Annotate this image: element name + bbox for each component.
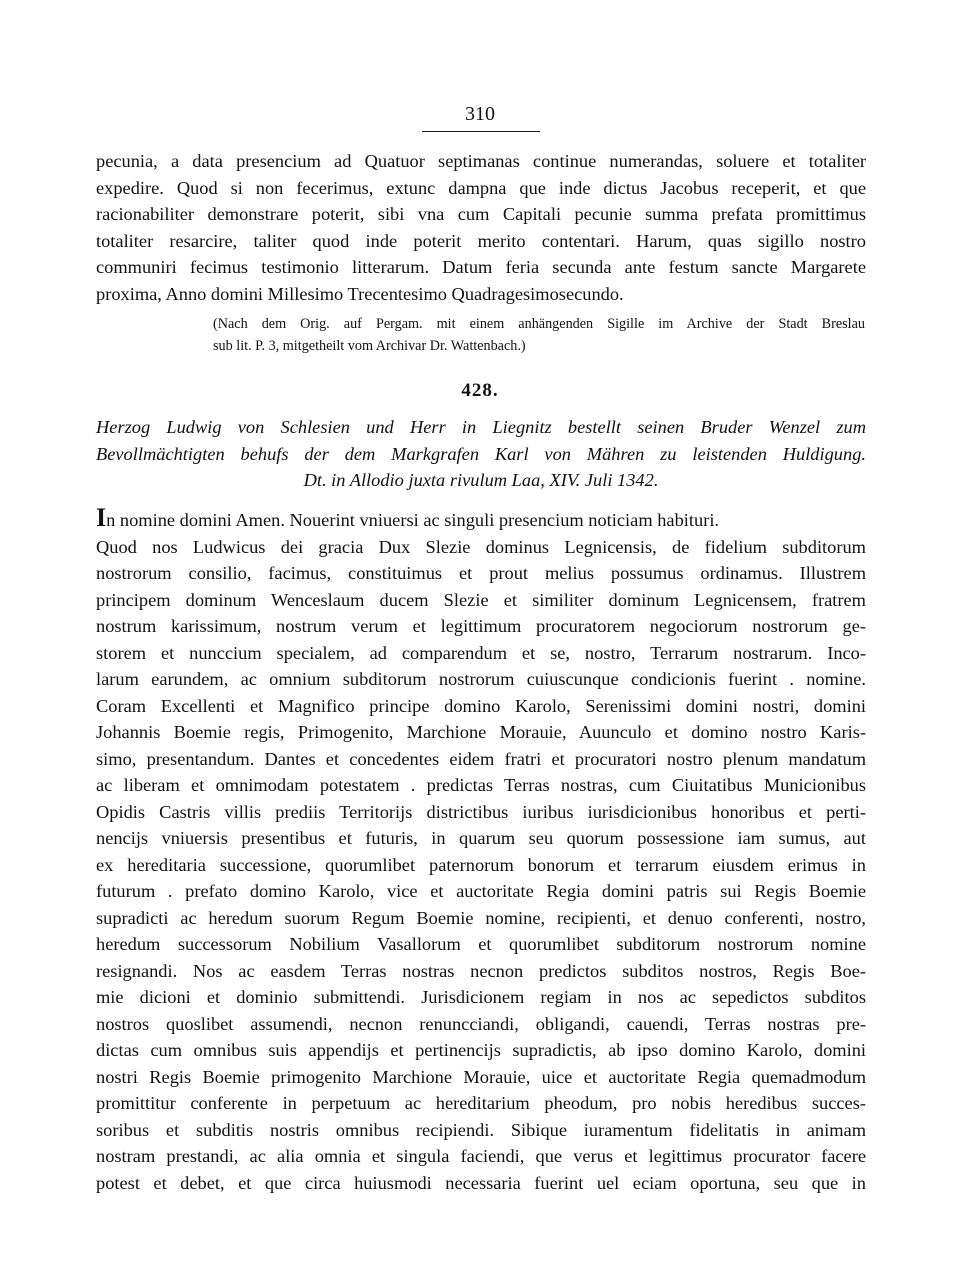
charter-first-line	[96, 507, 866, 534]
text-line: potest et debet, et que circa huiusmodi necessaria fuerint uel eciam oportuna, seu que in	[96, 1172, 866, 1193]
regest-date-line: Dt. in Allodio juxta rivulum Laa, XIV. Juli 1342.	[303, 470, 659, 490]
header-rule	[422, 131, 540, 132]
text-line: promittitur conferente in perpetuum ac hereditarium pheodum, pro nobis heredibus succes-	[96, 1093, 866, 1113]
text-line: nostrum karissimum, nostrum verum et legittimum procuratorem negociorum nostrorum ge-	[96, 616, 866, 636]
charter-text	[96, 507, 866, 1196]
text-line: nencijs vniuersis presentibus et futuris, in quarum seu quorum possessione iam sumus, aut	[96, 828, 866, 848]
text-line: supradicti ac heredum suorum Regum Boemie nomine, recipienti, et denuo conferenti, nostro,	[96, 907, 866, 928]
text-line: Opidis Castris villis prediis Territorijs districtibus iuribus iurisdicionibus honoribus et perti-	[96, 801, 866, 822]
text-line: proxima, Anno domini Millesimo Trecentesimo Quadragesimosecundo.	[96, 283, 624, 304]
document-regest	[96, 414, 866, 494]
page-number: 310	[465, 103, 495, 125]
text-line: simo, presentandum. Dantes et concedentes eidem fratri et procuratori nostro plenum mandatum	[96, 748, 866, 769]
regest-line: Herzog Ludwig von Schlesien und Herr in Liegnitz bestellt seinen Bruder Wenzel zum	[96, 417, 866, 437]
text-line: totaliter resarcire, taliter quod inde poterit merito contentari. Harum, quas sigillo nostro	[96, 230, 866, 251]
text-line: Quod nos Ludwicus dei gracia Dux Slezie dominus Legnicensis, de fidelium subditorum	[96, 536, 866, 557]
text-line: heredum successorum Nobilium Vasallorum et quorumlibet subditorum nostrorum nomine	[96, 934, 866, 954]
text-line: storem et nunccium specialem, ad comparendum et se, nostro, Terrarum nostrarum. Inco-	[96, 642, 866, 663]
text-line: communiri fecimus testimonio litterarum. Datum feria secunda ante festum sancte Margarete	[96, 257, 866, 277]
initial-letter: I	[96, 507, 107, 532]
regest-line: Bevollmächtigten behufs der dem Markgrafen Karl von Mähren zu leistenden Huldigung.	[96, 443, 866, 464]
text-line: nostros quoslibet assumendi, necnon renuncciandi, obligandi, cauendi, Terras nostras pre-	[96, 1013, 866, 1034]
text-line: soribus et subditis nostris omnibus recipiendi. Sibique iuramentum fidelitatis in animam	[96, 1119, 866, 1140]
text-line: Coram Excellenti et Magnifico principe domino Karolo, Serenissimi domini nostri, domini	[96, 695, 866, 716]
text-line: pecunia, a data presencium ad Quatuor septimanas continue numerandas, soluere et totaliter	[96, 151, 866, 171]
text-line: nostrorum consilio, facimus, constituimus et prout melius possumus ordinamus. Illustrem	[96, 563, 866, 583]
text-line: expedire. Quod si non fecerimus, extunc dampna que inde dictus Jacobus receperit, et que	[96, 177, 866, 198]
text-line: resignandi. Nos ac easdem Terras nostras necnon predictos subditos nostros, Regis Boe-	[96, 960, 866, 981]
document-number: 428.	[461, 380, 499, 401]
text-line: ac liberam et omnimodam potestatem . predictas Terras nostras, cum Ciuitatibus Municionibus	[96, 775, 866, 795]
source-note-line: (Nach dem Orig. auf Pergam. mit einem anhängenden Sigille im Archive der Stadt Breslau	[213, 316, 865, 332]
text-line: nostri Regis Boemie primogenito Marchione Morauie, uice et auctoritate Regia quemadmodum	[96, 1066, 866, 1087]
source-note-line: sub lit. P. 3, mitgetheilt vom Archivar Dr. Wattenbach.)	[213, 338, 526, 354]
text-line: futurum . prefato domino Karolo, vice et auctoritate Regia domini patris sui Regis Boemie	[96, 881, 866, 901]
source-note	[213, 313, 865, 357]
previous-document-text	[96, 148, 866, 307]
text-line: racionabiliter demonstrare poterit, sibi vna cum Capitali pecunie summa prefata promittimus	[96, 204, 866, 224]
first-line-text: n nomine domini Amen. Nouerint vniuersi ac singuli presencium noticiam habituri.	[106, 510, 720, 530]
text-line: larum earundem, ac omnium subditorum nostrorum cuiuscunque condicionis fuerint . nomine.	[96, 669, 866, 689]
text-line: Johannis Boemie regis, Primogenito, Marchione Morauie, Auunculo et domino nostro Karis-	[96, 722, 866, 742]
text-line: dictas cum omnibus suis appendijs et pertinencijs supradictis, ab ipso domino Karolo, domini	[96, 1040, 866, 1060]
text-line: principem dominum Wenceslaum ducem Slezie et similiter dominum Legnicensem, fratrem	[96, 589, 866, 610]
text-line: ex hereditaria successione, quorumlibet paternorum bonorum et terrarum eiusdem erimus in	[96, 854, 866, 875]
text-line: nostram prestandi, ac alia omnia et singula faciendi, que verus et legittimus procurator facere	[96, 1146, 866, 1166]
text-line: mie dicioni et dominio submittendi. Jurisdicionem regiam in nos ac sepedictos subditos	[96, 987, 866, 1007]
